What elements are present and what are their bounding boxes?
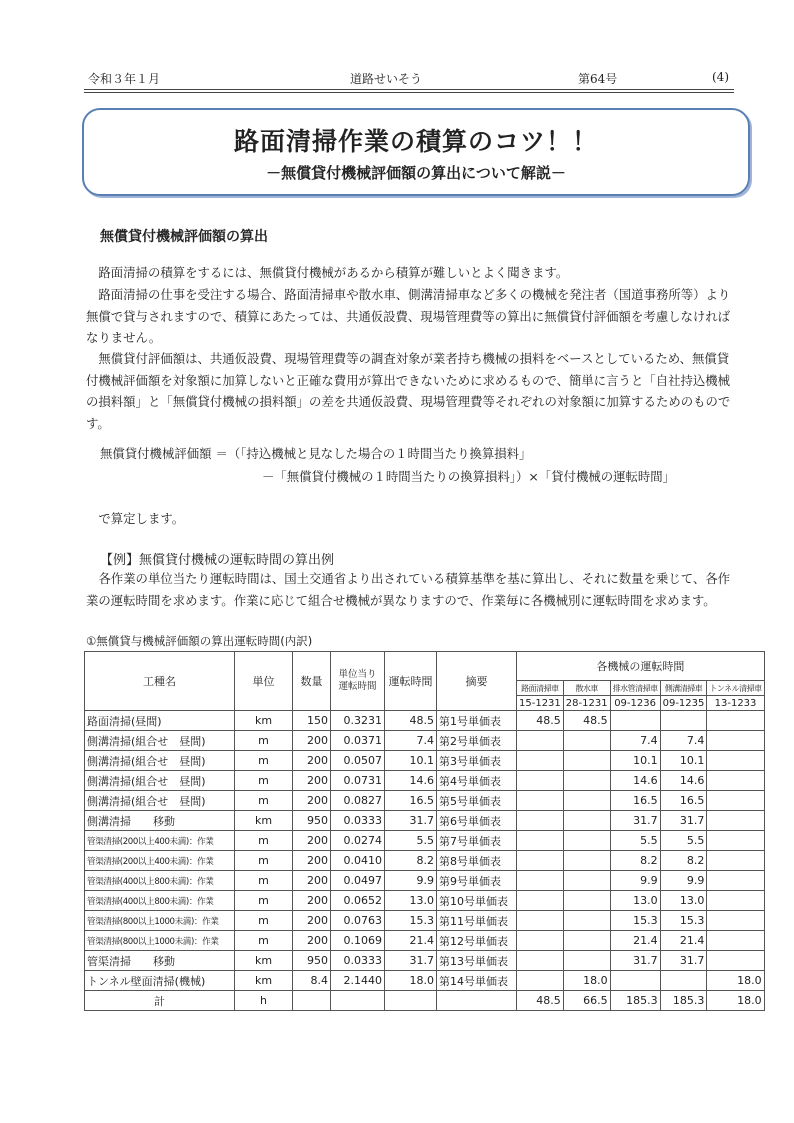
- row-machine-hours: [707, 791, 764, 811]
- header-machines: 各機械の運転時間: [517, 652, 765, 681]
- row-work-name: トンネル壁面清掃(機械): [85, 971, 235, 991]
- formula-line-1: 無償貸付機械評価額 ＝（「持込機械と見なした場合の１時間当たり換算損料」: [100, 446, 532, 461]
- row-qty: 950: [293, 951, 331, 971]
- title-box: [82, 108, 750, 196]
- row-unit: m: [235, 871, 293, 891]
- row-qty: 200: [293, 731, 331, 751]
- row-machine-hours: [563, 811, 610, 831]
- runtime-table: [84, 651, 765, 1011]
- row-rate: 0.0333: [331, 811, 385, 831]
- table-row: [85, 951, 765, 971]
- row-hours: 31.7: [385, 811, 437, 831]
- row-hours: 18.0: [385, 971, 437, 991]
- total-hours: [385, 991, 437, 1011]
- row-machine-hours: [563, 751, 610, 771]
- row-rate: 0.0274: [331, 831, 385, 851]
- row-qty: 200: [293, 831, 331, 851]
- row-machine-hours: [517, 731, 564, 751]
- row-machine-hours: [563, 891, 610, 911]
- row-machine-hours: [517, 811, 564, 831]
- row-qty: 200: [293, 891, 331, 911]
- row-machine-hours: 5.5: [610, 831, 660, 851]
- row-machine-hours: [563, 871, 610, 891]
- row-machine-hours: 10.1: [610, 751, 660, 771]
- row-unit: km: [235, 811, 293, 831]
- row-qty: 200: [293, 851, 331, 871]
- row-unit: m: [235, 791, 293, 811]
- total-machine-hours: 185.3: [660, 991, 707, 1011]
- row-machine-hours: [563, 951, 610, 971]
- row-machine-hours: 18.0: [563, 971, 610, 991]
- table-row: [85, 771, 765, 791]
- row-work-name: 管渠清掃(200以上400未満)：作業: [85, 831, 235, 851]
- row-machine-hours: [610, 971, 660, 991]
- row-machine-hours: 8.2: [660, 851, 707, 871]
- total-unit: h: [235, 991, 293, 1011]
- row-machine-hours: [707, 711, 764, 731]
- row-hours: 48.5: [385, 711, 437, 731]
- row-desc: 第8号単価表: [437, 851, 517, 871]
- total-rate: [331, 991, 385, 1011]
- total-machine-hours: 66.5: [563, 991, 610, 1011]
- row-machine-hours: [707, 851, 764, 871]
- after-formula-text: で算定します。: [86, 511, 185, 526]
- row-desc: 第12号単価表: [437, 931, 517, 951]
- row-qty: 200: [293, 791, 331, 811]
- row-machine-hours: [563, 791, 610, 811]
- row-qty: 8.4: [293, 971, 331, 991]
- header-qty: 数量: [293, 652, 331, 711]
- machine-name-header: 排水管清掃車: [610, 681, 660, 696]
- row-machine-hours: 9.9: [660, 871, 707, 891]
- row-machine-hours: [563, 831, 610, 851]
- formula-line-2: －「無償貸付機械の１時間当たりの換算損料」）×「貸付機械の運転時間」: [262, 469, 676, 484]
- row-machine-hours: [707, 871, 764, 891]
- row-machine-hours: [563, 731, 610, 751]
- total-desc: [437, 991, 517, 1011]
- row-desc: 第3号単価表: [437, 751, 517, 771]
- row-machine-hours: 16.5: [610, 791, 660, 811]
- table-row: [85, 931, 765, 951]
- row-machine-hours: [707, 811, 764, 831]
- row-work-name: 管渠清掃(400以上800未満)：作業: [85, 891, 235, 911]
- machine-code-header: 28-1231: [563, 696, 610, 711]
- row-unit: km: [235, 711, 293, 731]
- machine-code-header: 13-1233: [707, 696, 764, 711]
- row-desc: 第4号単価表: [437, 771, 517, 791]
- table-row: [85, 911, 765, 931]
- row-unit: km: [235, 971, 293, 991]
- table-row: [85, 891, 765, 911]
- paragraph-1: 路面清掃の積算をするには、無償貸付機械があるから積算が難しいとよく聞きます。: [86, 265, 569, 280]
- row-machine-hours: [517, 971, 564, 991]
- row-rate: 0.0763: [331, 911, 385, 931]
- row-hours: 31.7: [385, 951, 437, 971]
- table-row: [85, 731, 765, 751]
- row-rate: 0.3231: [331, 711, 385, 731]
- row-machine-hours: 8.2: [610, 851, 660, 871]
- table-row: [85, 971, 765, 991]
- row-machine-hours: [517, 751, 564, 771]
- machine-code-header: 09-1235: [660, 696, 707, 711]
- row-desc: 第9号単価表: [437, 871, 517, 891]
- row-machine-hours: [517, 951, 564, 971]
- header-rate: 単位当り 運転時間: [331, 652, 385, 711]
- row-hours: 7.4: [385, 731, 437, 751]
- row-machine-hours: 48.5: [517, 711, 564, 731]
- row-machine-hours: 15.3: [610, 911, 660, 931]
- row-machine-hours: [517, 911, 564, 931]
- row-work-name: 管渠清掃(400以上800未満)：作業: [85, 871, 235, 891]
- total-qty: [293, 991, 331, 1011]
- header-publication: 道路せいそう: [350, 72, 423, 86]
- row-unit: m: [235, 751, 293, 771]
- row-rate: 0.0410: [331, 851, 385, 871]
- row-qty: 200: [293, 751, 331, 771]
- header-unit: 単位: [235, 652, 293, 711]
- table-total-row: [85, 991, 765, 1011]
- row-hours: 5.5: [385, 831, 437, 851]
- row-desc: 第14号単価表: [437, 971, 517, 991]
- header-desc: 摘要: [437, 652, 517, 711]
- row-machine-hours: [517, 851, 564, 871]
- row-machine-hours: [563, 771, 610, 791]
- machine-name-header: トンネル清掃車: [707, 681, 764, 696]
- row-desc: 第11号単価表: [437, 911, 517, 931]
- row-hours: 9.9: [385, 871, 437, 891]
- row-rate: 2.1440: [331, 971, 385, 991]
- row-hours: 13.0: [385, 891, 437, 911]
- row-rate: 0.0333: [331, 951, 385, 971]
- machine-name-header: 散水車: [563, 681, 610, 696]
- header-work: 工種名: [85, 652, 235, 711]
- header-rule-bottom: [84, 92, 734, 93]
- row-rate: 0.0507: [331, 751, 385, 771]
- row-machine-hours: [517, 891, 564, 911]
- row-machine-hours: 14.6: [610, 771, 660, 791]
- header-hours: 運転時間: [385, 652, 437, 711]
- table-row: [85, 811, 765, 831]
- row-hours: 14.6: [385, 771, 437, 791]
- machine-name-header: 路面清掃車: [517, 681, 564, 696]
- row-machine-hours: [563, 931, 610, 951]
- row-machine-hours: [517, 931, 564, 951]
- row-machine-hours: [707, 831, 764, 851]
- row-qty: 200: [293, 771, 331, 791]
- row-machine-hours: 31.7: [660, 951, 707, 971]
- row-machine-hours: [707, 751, 764, 771]
- row-work-name: 側溝清掃(組合せ 昼間): [85, 751, 235, 771]
- total-machine-hours: 48.5: [517, 991, 564, 1011]
- table-row: [85, 831, 765, 851]
- row-work-name: 管渠清掃(200以上400未満)：作業: [85, 851, 235, 871]
- row-desc: 第1号単価表: [437, 711, 517, 731]
- page-subtitle: －無償貸付機械評価額の算出について解説－: [266, 164, 566, 182]
- row-rate: 0.0652: [331, 891, 385, 911]
- row-machine-hours: [660, 711, 707, 731]
- row-hours: 15.3: [385, 911, 437, 931]
- section-heading: 無償貸付機械評価額の算出: [100, 229, 268, 245]
- row-machine-hours: [563, 911, 610, 931]
- row-hours: 16.5: [385, 791, 437, 811]
- example-heading: 【例】無償貸付機械の運転時間の算出例: [100, 553, 335, 568]
- row-qty: 950: [293, 811, 331, 831]
- row-rate: 0.0731: [331, 771, 385, 791]
- row-desc: 第2号単価表: [437, 731, 517, 751]
- paragraph-2: 路面清掃の仕事を受注する場合、路面清掃車や散水車、側溝清掃車など多くの機械を発注者（国道事務所等）より無償で貸与されますので、積算にあたっては、共通仮設費、現場管理費等の算出に無償貸付評価額を考慮しなければなりません。: [86, 287, 731, 345]
- row-desc: 第5号単価表: [437, 791, 517, 811]
- machine-code-header: 09-1236: [610, 696, 660, 711]
- row-machine-hours: 14.6: [660, 771, 707, 791]
- row-machine-hours: [707, 931, 764, 951]
- row-machine-hours: [517, 831, 564, 851]
- row-machine-hours: 31.7: [610, 811, 660, 831]
- row-work-name: 側溝清掃 移動: [85, 811, 235, 831]
- header-date: 令和３年１月: [88, 72, 161, 86]
- header-issue: 第64号: [578, 72, 618, 86]
- row-machine-hours: 15.3: [660, 911, 707, 931]
- row-qty: 200: [293, 911, 331, 931]
- row-machine-hours: [707, 911, 764, 931]
- row-unit: m: [235, 931, 293, 951]
- row-work-name: 側溝清掃(組合せ 昼間): [85, 791, 235, 811]
- row-qty: 150: [293, 711, 331, 731]
- row-machine-hours: 21.4: [610, 931, 660, 951]
- row-desc: 第6号単価表: [437, 811, 517, 831]
- row-desc: 第13号単価表: [437, 951, 517, 971]
- row-machine-hours: 18.0: [707, 971, 764, 991]
- machine-code-header: 15-1231: [517, 696, 564, 711]
- row-unit: m: [235, 891, 293, 911]
- row-qty: 200: [293, 871, 331, 891]
- row-machine-hours: 13.0: [610, 891, 660, 911]
- table-row: [85, 791, 765, 811]
- row-unit: m: [235, 831, 293, 851]
- row-machine-hours: [707, 771, 764, 791]
- row-rate: 0.1069: [331, 931, 385, 951]
- row-machine-hours: 10.1: [660, 751, 707, 771]
- table-row: [85, 711, 765, 731]
- machine-name-header: 側溝清掃車: [660, 681, 707, 696]
- row-machine-hours: 48.5: [563, 711, 610, 731]
- table-row: [85, 851, 765, 871]
- row-machine-hours: 5.5: [660, 831, 707, 851]
- row-machine-hours: 9.9: [610, 871, 660, 891]
- row-unit: m: [235, 731, 293, 751]
- total-label: 計: [85, 991, 235, 1011]
- row-work-name: 側溝清掃(組合せ 昼間): [85, 731, 235, 751]
- row-rate: 0.0497: [331, 871, 385, 891]
- row-machine-hours: [707, 731, 764, 751]
- row-work-name: 管渠清掃(800以上1000未満)：作業: [85, 911, 235, 931]
- row-machine-hours: 31.7: [660, 811, 707, 831]
- row-rate: 0.0827: [331, 791, 385, 811]
- row-machine-hours: [610, 711, 660, 731]
- table-caption: ①無償貸与機械評価額の算出運転時間(内訳): [86, 634, 313, 648]
- row-unit: m: [235, 851, 293, 871]
- row-machine-hours: 16.5: [660, 791, 707, 811]
- total-machine-hours: 18.0: [707, 991, 764, 1011]
- header-rule-top: [84, 89, 734, 90]
- row-machine-hours: 7.4: [610, 731, 660, 751]
- row-machine-hours: [707, 951, 764, 971]
- row-unit: m: [235, 911, 293, 931]
- row-machine-hours: 7.4: [660, 731, 707, 751]
- header-page-number: (4): [712, 70, 729, 84]
- table-row: [85, 871, 765, 891]
- row-work-name: 路面清掃(昼間): [85, 711, 235, 731]
- row-hours: 10.1: [385, 751, 437, 771]
- row-machine-hours: 31.7: [610, 951, 660, 971]
- total-machine-hours: 185.3: [610, 991, 660, 1011]
- row-work-name: 管渠清掃(800以上1000未満)：作業: [85, 931, 235, 951]
- row-qty: 200: [293, 931, 331, 951]
- paragraph-3: 無償貸付評価額は、共通仮設費、現場管理費等の調査対象が業者持ち機械の損料をベースとしているため、無償貸付機械評価額を対象額に加算しないと正確な費用が算出できないために求めるもので、簡単に言うと「自社持込機械の損料額」と「無償貸付機械の損料額」の差を共通仮設費、現場管理費等それぞれの対象額に加算するためのものです。: [86, 351, 731, 431]
- row-machine-hours: [563, 851, 610, 871]
- row-hours: 8.2: [385, 851, 437, 871]
- row-machine-hours: [517, 791, 564, 811]
- row-machine-hours: [660, 971, 707, 991]
- example-text: 各作業の単位当たり運転時間は、国土交通省より出されている積算基準を基に算出し、それに数量を乗じて、各作業の運転時間を求めます。作業に応じて組合せ機械が異なりますので、作業毎に各機械別に運転時間を求めます。: [86, 571, 731, 608]
- page-title: 路面清掃作業の積算のコツ！！: [233, 127, 598, 156]
- row-machine-hours: 13.0: [660, 891, 707, 911]
- row-machine-hours: [707, 891, 764, 911]
- row-work-name: 側溝清掃(組合せ 昼間): [85, 771, 235, 791]
- row-machine-hours: 21.4: [660, 931, 707, 951]
- table-row: [85, 751, 765, 771]
- row-work-name: 管渠清掃 移動: [85, 951, 235, 971]
- row-desc: 第7号単価表: [437, 831, 517, 851]
- row-machine-hours: [517, 871, 564, 891]
- row-hours: 21.4: [385, 931, 437, 951]
- row-machine-hours: [517, 771, 564, 791]
- row-rate: 0.0371: [331, 731, 385, 751]
- row-unit: m: [235, 771, 293, 791]
- row-unit: km: [235, 951, 293, 971]
- row-desc: 第10号単価表: [437, 891, 517, 911]
- page-header: [88, 66, 732, 88]
